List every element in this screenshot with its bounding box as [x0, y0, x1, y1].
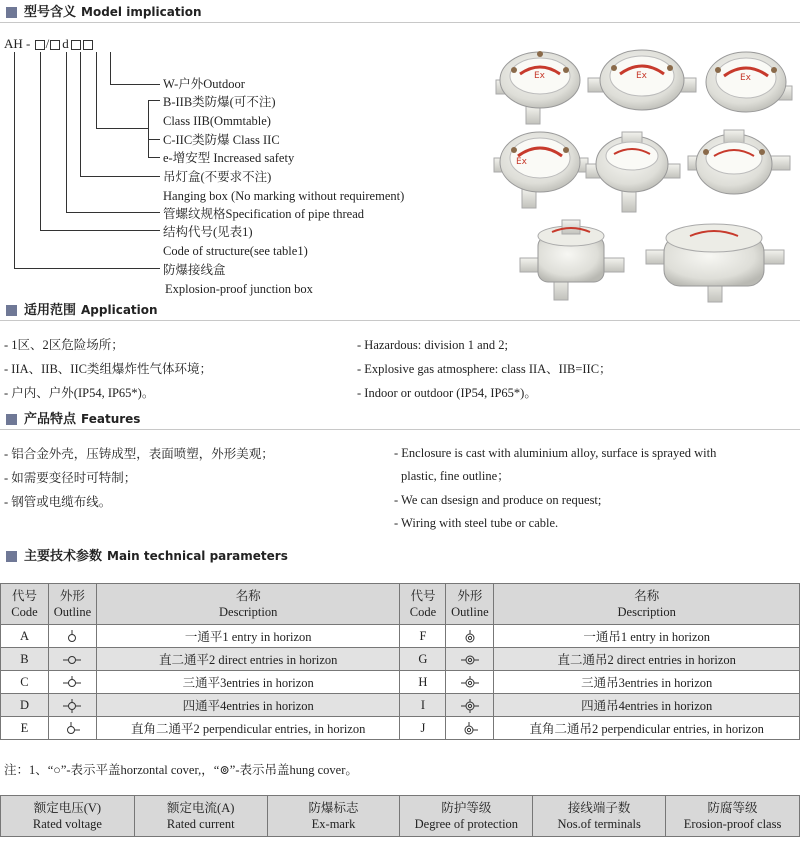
application-cn-1: - 1区、2区危险场所； — [4, 338, 124, 352]
bracket-line — [96, 128, 148, 129]
features-en-1b: plastic, fine outline； — [401, 469, 510, 483]
application-cn-2: - IIA、IIB、IIC类组爆炸性气体环境； — [4, 362, 212, 376]
code-box-thread — [50, 40, 60, 50]
junction-box-hanging-tall — [520, 220, 624, 300]
structure-table — [0, 583, 800, 740]
junction-box-ex-2way — [588, 50, 696, 110]
outline-2-direct-hung-icon — [460, 653, 480, 667]
table-header-row — [1, 584, 800, 625]
table-note: 注：1、“○”-表示平盖horzontal cover,，“⊚”-表示吊盖hung cover。 — [4, 763, 358, 777]
rating-col-exmark: 防爆标志 Ex-mark — [267, 796, 400, 837]
section-title-en: Application — [81, 303, 158, 317]
model-line-iib: B-IIB类防爆(可不注) — [163, 95, 276, 109]
svg-text:Ex: Ex — [740, 73, 752, 83]
code-box-structure — [35, 40, 45, 50]
model-line-hanging-en: Hanging box (No marking without requirement) — [163, 189, 405, 203]
row-code: H — [400, 671, 446, 694]
row-code: E — [1, 717, 49, 740]
bracket-line — [148, 157, 160, 158]
section-title-en: Main technical parameters — [107, 549, 288, 563]
table-row — [1, 717, 800, 740]
section-title-en: Features — [81, 412, 141, 426]
bracket-line — [96, 52, 97, 128]
section-title-cn: 主要技术参数 — [24, 549, 103, 564]
section-title-cn: 适用范围 — [24, 303, 77, 318]
row-code: B — [1, 648, 49, 671]
row-description: 一通吊1 entry in horizon — [494, 625, 800, 648]
features-en-3: - Wiring with steel tube or cable. — [394, 516, 559, 530]
row-code: G — [400, 648, 446, 671]
model-line-outdoor: W-户外Outdoor — [163, 77, 245, 91]
model-line-increased: e-增安型 Increased safety — [163, 151, 295, 165]
rating-table — [0, 795, 800, 837]
section-title-en: Model implication — [81, 5, 202, 19]
col-header-description: 名称 Description — [494, 584, 800, 625]
rating-col-protection: 防护等级 Degree of protection — [400, 796, 533, 837]
table-row — [1, 648, 800, 671]
product-photos — [492, 40, 798, 308]
row-code: I — [400, 694, 446, 717]
features-en-1: - Enclosure is cast with aluminium alloy, surface is sprayed with — [394, 446, 717, 460]
model-line-iic: C-IIC类防爆 Class IIC — [163, 133, 280, 147]
row-description: 三通吊3entries in horizon — [494, 671, 800, 694]
svg-text:Ex: Ex — [534, 71, 546, 81]
row-code: J — [400, 717, 446, 740]
row-code: C — [1, 671, 49, 694]
bracket-line — [40, 230, 160, 231]
row-code: A — [1, 625, 49, 648]
model-line-structure-en: Code of structure(see table1) — [163, 244, 308, 258]
row-description: 四通吊4entries in horizon — [494, 694, 800, 717]
application-en-3: - Indoor or outdoor (IP54, IP65*)。 — [357, 386, 537, 400]
section-marker-icon — [6, 7, 17, 18]
junction-box-round-2way — [646, 224, 784, 302]
row-description: 四通平4entries in horizon — [96, 694, 400, 717]
col-header-description: 名称 Description — [96, 584, 400, 625]
section-marker-icon — [6, 414, 17, 425]
model-line-hanging-cn: 吊灯盒(不要求不注) — [163, 170, 272, 184]
outline-4-entries-icon — [62, 699, 82, 713]
rating-col-erosion: 防腐等级 Erosion-proof class — [666, 796, 800, 837]
section-marker-icon — [6, 551, 17, 562]
section-header-features — [0, 411, 800, 430]
bracket-line — [148, 100, 149, 158]
features-en-2: - We can dsesign and produce on request; — [394, 493, 602, 507]
col-header-outline: 外形 Outline — [48, 584, 96, 625]
bracket-line — [66, 212, 160, 213]
application-cn-3: - 户内、户外(IP54, IP65*)。 — [4, 386, 155, 400]
bracket-line — [148, 100, 160, 101]
table-row — [1, 694, 800, 717]
table-row — [1, 671, 800, 694]
row-description: 一通平1 entry in horizon — [96, 625, 400, 648]
row-description: 直二通平2 direct entries in horizon — [96, 648, 400, 671]
row-code: F — [400, 625, 446, 648]
outline-1-entry-icon — [62, 630, 82, 644]
junction-box-ex-4way — [494, 132, 588, 208]
model-line-iib-en: Class IIB(Ommtable) — [163, 114, 271, 128]
row-description: 三通平3entries in horizon — [96, 671, 400, 694]
section-title-cn: 产品特点 — [24, 412, 77, 427]
bracket-line — [40, 52, 41, 230]
table-row — [1, 625, 800, 648]
application-en-2: - Explosive gas atmosphere: class IIA、IIB=IIC； — [357, 362, 612, 376]
section-header-application — [0, 302, 800, 321]
model-code: AH - / d — [4, 36, 94, 52]
code-box-class — [71, 40, 81, 50]
rating-col-terminals: 接线端子数 Nos.of terminals — [533, 796, 666, 837]
bracket-line — [14, 52, 15, 268]
junction-box-ex-1way — [706, 52, 792, 112]
model-line-thread: 管螺纹规格Specification of pipe thread — [163, 207, 364, 221]
bracket-line — [110, 52, 111, 84]
col-header-outline: 外形 Outline — [446, 584, 494, 625]
row-description: 直角二通平2 perpendicular entries, in horizon — [96, 717, 400, 740]
row-code: D — [1, 694, 49, 717]
features-cn-1: - 铝合金外壳，压铸成型，表面喷塑，外形美观； — [4, 447, 274, 461]
junction-box-hanging-3way — [688, 130, 790, 194]
bracket-line — [66, 52, 67, 212]
col-header-code: 代号 Code — [1, 584, 49, 625]
outline-1-entry-hung-icon — [460, 630, 480, 644]
svg-text:Ex: Ex — [516, 157, 528, 167]
features-cn-3: - 钢管或电缆布线。 — [4, 495, 112, 509]
row-description: 直角二通吊2 perpendicular entries, in horizon — [494, 717, 800, 740]
bracket-line — [110, 84, 160, 85]
section-header-params — [0, 548, 800, 566]
section-marker-icon — [6, 305, 17, 316]
rating-col-voltage: 额定电压(V) Rated voltage — [1, 796, 135, 837]
code-box-outdoor — [83, 40, 93, 50]
bracket-line — [80, 176, 160, 177]
model-line-explosion-en: Explosion-proof junction box — [165, 282, 313, 296]
section-header-model — [0, 4, 800, 23]
model-line-explosion-cn: 防爆接线盒 — [163, 263, 226, 277]
outline-2-perpendicular-icon — [62, 722, 82, 736]
rating-header-row — [1, 796, 800, 837]
section-title-cn: 型号含义 — [24, 5, 77, 20]
bracket-line — [80, 52, 81, 176]
application-en-1: - Hazardous: division 1 and 2; — [357, 338, 509, 352]
model-line-structure-cn: 结构代号(见表1) — [163, 225, 253, 239]
features-cn-2: - 如需要变径时可特制； — [4, 471, 137, 485]
bracket-line — [148, 139, 160, 140]
outline-2-direct-icon — [62, 653, 82, 667]
row-description: 直二通吊2 direct entries in horizon — [494, 648, 800, 671]
junction-box-hanging-4way — [586, 132, 680, 212]
bracket-line — [14, 268, 160, 269]
outline-4-entries-hung-icon — [460, 699, 480, 713]
col-header-code: 代号 Code — [400, 584, 446, 625]
junction-box-ex-3way — [496, 51, 580, 124]
outline-3-entries-hung-icon — [460, 676, 480, 690]
model-code-prefix: AH — [4, 36, 23, 51]
outline-3-entries-icon — [62, 676, 82, 690]
rating-col-current: 额定电流(A) Rated current — [134, 796, 267, 837]
outline-2-perpendicular-hung-icon — [460, 722, 480, 736]
svg-text:Ex: Ex — [636, 71, 648, 81]
model-code-d: d — [62, 36, 69, 51]
